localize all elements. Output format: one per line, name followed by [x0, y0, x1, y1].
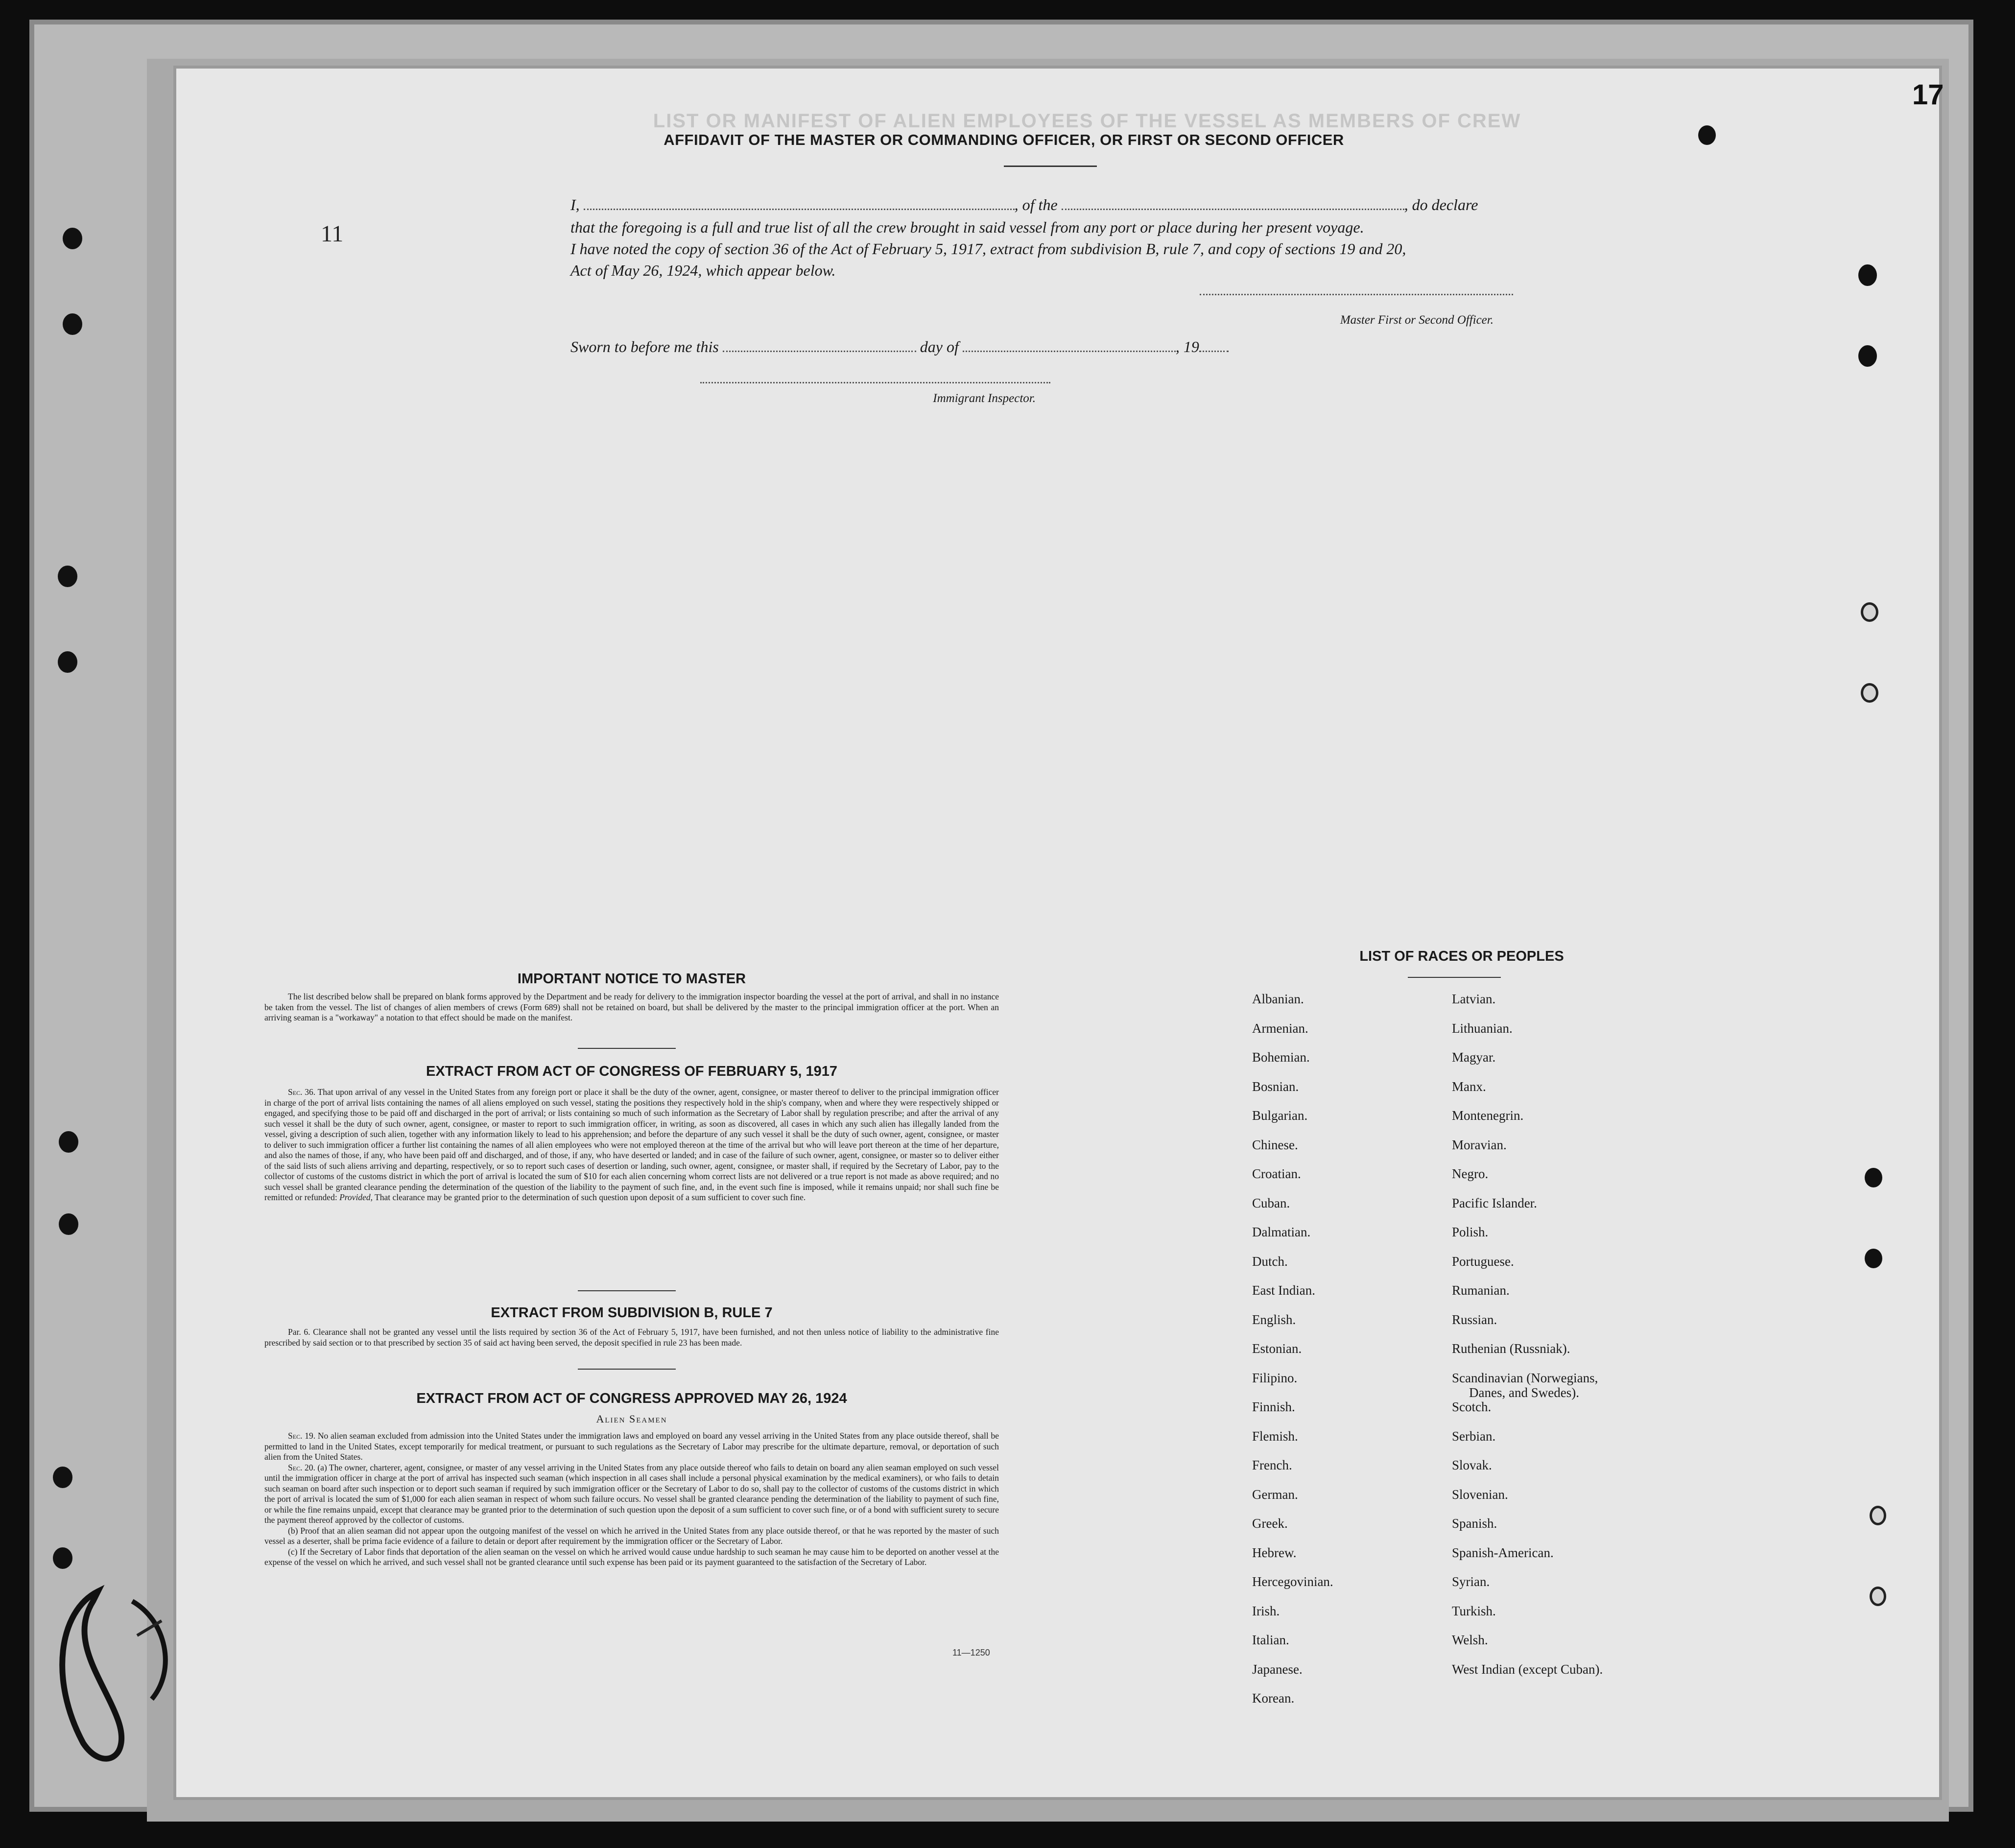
proviso-label: Provided, [339, 1192, 373, 1202]
race-item: Italian. [1252, 1633, 1289, 1647]
notice-title: IMPORTANT NOTICE TO MASTER [517, 971, 746, 987]
sec-19-paragraph [264, 1431, 999, 1463]
races-title-rule [1408, 977, 1501, 978]
sec-19-text: No alien seaman excluded from admission into the United States under the immigration laws and employed on board any vessel arriving in the United States from any place outside thereof, shall be permitted to land in the United States, except temporarily for medical treatment, or pursuant to such regulations as the Secretary of Labor may prescribe for the ultimate departure, removal, or deportation of such alien from the United States. [264, 1431, 999, 1462]
binder-hole-icon [58, 566, 77, 587]
binder-hole-icon [1861, 602, 1878, 622]
declare-label: , do declare [1404, 196, 1478, 213]
race-item: Flemish. [1252, 1428, 1298, 1444]
year-label: , 19 [1175, 338, 1199, 355]
race-item: Welsh. [1452, 1633, 1488, 1647]
race-item: Slovenian. [1452, 1487, 1508, 1502]
affidavit-line-3: I have noted the copy of section 36 of the Act of February 5, 1917, extract from subdivision B, rule 7, and copy of sections 19 and 20, [570, 240, 1406, 258]
binder-hole-icon [53, 1467, 72, 1488]
race-item: Irish. [1252, 1603, 1280, 1618]
binder-hole-icon [53, 1547, 72, 1569]
race-item: Negro. [1452, 1166, 1489, 1181]
race-item: East Indian. [1252, 1283, 1315, 1298]
alien-seamen-subtitle: Alien Seamen [596, 1413, 667, 1425]
sec-19-label: Sec. 19. [288, 1431, 316, 1441]
race-item: Bohemian. [1252, 1050, 1310, 1065]
vessel-name-field[interactable] [1062, 209, 1404, 210]
race-item: Portuguese. [1452, 1254, 1514, 1269]
proviso-text: That clearance may be granted prior to the determination of such question upon deposit of a sum sufficient to cover such fine. [375, 1192, 806, 1202]
sec-20-label: Sec. 20. [288, 1462, 315, 1472]
race-item: Scandinavian (Norwegians, [1452, 1370, 1598, 1385]
bleed-through-title: LIST OR MANIFEST OF ALIEN EMPLOYEES OF THE VESSEL AS MEMBERS OF CREW [653, 110, 1521, 132]
title-rule [1004, 166, 1097, 167]
binder-hole-icon [1858, 345, 1877, 367]
race-item: Spanish-American. [1452, 1545, 1554, 1560]
section-rule [578, 1290, 676, 1291]
section-rule [578, 1048, 676, 1049]
binder-hole-icon [63, 313, 82, 335]
declarant-label: I, [570, 196, 580, 213]
race-item: Montenegrin. [1452, 1108, 1524, 1123]
race-item: Scotch. [1452, 1399, 1492, 1414]
binder-hole-icon [1858, 264, 1877, 286]
sworn-date-field[interactable] [723, 351, 916, 352]
binder-hole-icon [1865, 1168, 1882, 1187]
race-item: Hebrew. [1252, 1545, 1297, 1560]
sec-20c-paragraph: (c) If the Secretary of Labor finds that deportation of the alien seaman on the vessel on which he arrived would cause undue hardship to such seaman he may cause him to be deported on another vessel at the expense of the vessel on which he arrived, and such vessel shall not be granted clearance until such expense has been paid or its payment guaranteed to the satisfaction of the Secretary of Labor. [264, 1546, 999, 1567]
notice-paragraph: The list described below shall be prepared on blank forms approved by the Department and be ready for delivery to the immigration inspector boarding the vessel at the port of arrival, and shall in no instance be taken from the vessel. The list of changes of alien members of crews (Form 689) shall not be retained on board, but shall be delivered by the master to the principal immigration officer at the port. When an arriving seaman is a "workaway" a notation to that effect should be made on the manifest. [264, 992, 999, 1022]
race-item: Albanian. [1252, 992, 1304, 1006]
sec-20a-paragraph [264, 1463, 999, 1526]
rule7-paragraph: Par. 6. Clearance shall not be granted any vessel until the lists required by section 36 of the Act of February 5, 1917, have been furnished, and not then unless notice of liability to the administrative fine prescribed by said section or to that prescribed by section 35 of said act having been served, the deposit specified in rule 23 has been made. [264, 1327, 999, 1348]
binder-hole-icon [1870, 1506, 1886, 1525]
stray-mark: 11 [321, 221, 344, 247]
affidavit-line-2: that the foregoing is a full and true list of all the crew brought in said vessel from any port or place during her present voyage. [570, 218, 1364, 236]
race-item: Croatian. [1252, 1166, 1301, 1181]
sworn-year-field[interactable] [1199, 351, 1229, 352]
race-item: Magyar. [1452, 1050, 1496, 1065]
extract-1924-title: EXTRACT FROM ACT OF CONGRESS APPROVED MAY 26, 1924 [416, 1391, 847, 1406]
binder-hole-icon [59, 1131, 78, 1153]
notice-text [264, 992, 999, 1023]
day-of-label: day of [920, 338, 959, 355]
race-item: Greek. [1252, 1516, 1288, 1531]
affidavit-title: AFFIDAVIT OF THE MASTER OR COMMANDING OFFICER, OR FIRST OR SECOND OFFICER [664, 131, 1344, 148]
race-item: Japanese. [1252, 1661, 1303, 1677]
race-item: Korean. [1252, 1691, 1295, 1706]
race-item: Polish. [1452, 1225, 1489, 1239]
race-item: Cuban. [1252, 1195, 1290, 1210]
race-item: Rumanian. [1452, 1283, 1510, 1298]
page-number: 17 [1912, 79, 1944, 111]
binder-hole-icon [58, 651, 77, 673]
race-item: Dalmatian. [1252, 1225, 1311, 1239]
section-rule [578, 1369, 676, 1370]
race-item: Filipino. [1252, 1370, 1298, 1385]
master-signature-field[interactable] [1200, 294, 1513, 295]
extract-rule7-title: EXTRACT FROM SUBDIVISION B, RULE 7 [491, 1305, 773, 1321]
race-item: English. [1252, 1312, 1296, 1327]
race-item: French. [1252, 1458, 1292, 1472]
race-item: Pacific Islander. [1452, 1195, 1537, 1210]
race-item: Russian. [1452, 1312, 1497, 1327]
race-item: Armenian. [1252, 1020, 1308, 1036]
inspector-signature-field[interactable] [700, 382, 1050, 383]
sworn-month-field[interactable] [963, 351, 1176, 352]
vessel-label: , of the [1014, 196, 1058, 213]
race-item: Bulgarian. [1252, 1108, 1308, 1123]
sec-20b-paragraph: (b) Proof that an alien seaman did not appear upon the outgoing manifest of the vessel on which he arrived in the United States from any place outside thereof, or that he was reported by the master of such vessel as a deserter, shall be prima facie evidence of a failure to detain or deport after requirement by the immigration officer or the Secretary of Labor. [264, 1525, 999, 1546]
binder-hole-icon [59, 1213, 78, 1235]
race-item: Moravian. [1452, 1137, 1507, 1152]
races-list-title: LIST OF RACES OR PEOPLES [1359, 948, 1564, 964]
sworn-line [570, 338, 1550, 356]
race-item: Latvian. [1452, 992, 1496, 1006]
race-item: Spanish. [1452, 1516, 1497, 1531]
form-code: 11—1250 [952, 1648, 990, 1658]
race-item: Chinese. [1252, 1137, 1298, 1152]
race-item: Syrian. [1452, 1574, 1490, 1589]
race-item: Ruthenian (Russniak). [1452, 1341, 1570, 1356]
race-item: Hercegovinian. [1252, 1574, 1333, 1589]
race-item: Danes, and Swedes). [1469, 1385, 1579, 1400]
binder-hole-icon [63, 228, 82, 249]
race-item: West Indian (except Cuban). [1452, 1661, 1603, 1677]
extract-rule7-text [264, 1327, 999, 1348]
binder-hole-icon [1861, 683, 1878, 703]
extract-1917-title: EXTRACT FROM ACT OF CONGRESS OF FEBRUARY 5, 1917 [426, 1064, 838, 1079]
binder-hole-icon [1698, 125, 1716, 145]
race-item: Bosnian. [1252, 1079, 1299, 1094]
affidavit-line-4: Act of May 26, 1924, which appear below. [570, 261, 836, 279]
race-item: Dutch. [1252, 1254, 1288, 1269]
handwritten-scribble-icon [39, 1582, 186, 1768]
sec-36-label: Sec. 36. [288, 1087, 316, 1097]
sec-36-paragraph [264, 1087, 999, 1203]
race-item: Serbian. [1452, 1428, 1496, 1444]
master-signature-caption: Master First or Second Officer. [1340, 313, 1493, 327]
sworn-label: Sworn to before me this [570, 338, 719, 355]
sec-36-text: That upon arrival of any vessel in the United States from any foreign port or place it shall be the duty of the owner, agent, consignee, or master thereof to deliver to the principal immigration officer in charge of the port of arrival lists containing the names of all aliens employed on such vessel, stating the positions they respectively hold in the ship's company, when and where they were respectively shipped or engaged, and specifying those to be paid off and discharged in the port of arrival; or lists containing so much of such information as the Secretary of Labor shall by regulation prescribe; and after the arrival of any such vessel it shall be the duty of such owner, agent, consignee, or master to report to such immigration officer, in writing, as soon as discovered, all cases in which any such alien has illegally landed from the vessel, giving a description of such alien, together with any information likely to lead to his apprehension; and before the departure of any such vessel it shall be the duty of such owner, agent, consignee, or master to deliver to such immigration officer a further list containing the names of all alien employees who were not employed thereon at the time of the arrival but who will leave port thereon at the time of her departure, and also the names of those, if any, who have been paid off and discharged, and of those, if any, who have deserted or landed; and in case of the failure of such owner, agent, consignee, or master so to deliver either of the said lists of such aliens arriving and departing, respectively, or so to report such cases of desertion or landing, such owner, agent, consignee, or master shall, if required by the Secretary of Labor, pay to the collector of customs of the customs district in which the port of arrival is located the sum of $10 for each alien concerning whom correct lists are not delivered or a true report is not made as above required; and no such vessel shall be granted clearance pending the determination of the question of the liability to the payment of such fine, and, in the event such fine is imposed, while it remains unpaid; nor shall such fine be remitted or refunded: [264, 1087, 999, 1202]
binder-hole-icon [1870, 1587, 1886, 1606]
declarant-name-field[interactable] [584, 209, 1015, 210]
extract-1917-text [264, 1087, 999, 1203]
sec-20a-text: (a) The owner, charterer, agent, consignee, or master of any vessel arriving in the United States from any place outside thereof who fails to detain on board any alien seaman employed on such vessel until the immigration officer in charge at the port of arrival has inspected such seaman (which inspection in all cases shall include a personal physical examination by the medical examiners), or who fails to detain such seaman on board after such inspection or to deport such seaman if required by such immigration officer or the Secretary of Labor to do so, shall pay to the collector of customs of the customs district in which the port of arrival is located the sum of $1,000 for each alien seaman in respect of whom such failure occurs. No vessel shall be granted clearance pending the determination of the liability to payment of such fine, or while the fine remains unpaid, except that clearance may be granted prior to the determination of such question upon the deposit of a sum sufficient to cover such fine, or of a bond with sufficient surety to secure the payment thereof approved by the collector of customs. [264, 1462, 999, 1525]
race-item: Lithuanian. [1452, 1020, 1513, 1036]
extract-1924-text [264, 1431, 999, 1568]
race-item: Estonian. [1252, 1341, 1302, 1356]
inspector-signature-caption: Immigrant Inspector. [933, 392, 1036, 405]
race-item: Slovak. [1452, 1458, 1492, 1472]
binder-hole-icon [1865, 1249, 1882, 1268]
race-item: German. [1252, 1487, 1298, 1502]
race-item: Finnish. [1252, 1399, 1295, 1414]
affidavit-declaration-line [570, 196, 1550, 214]
race-item: Turkish. [1452, 1603, 1496, 1618]
race-item: Manx. [1452, 1079, 1486, 1094]
